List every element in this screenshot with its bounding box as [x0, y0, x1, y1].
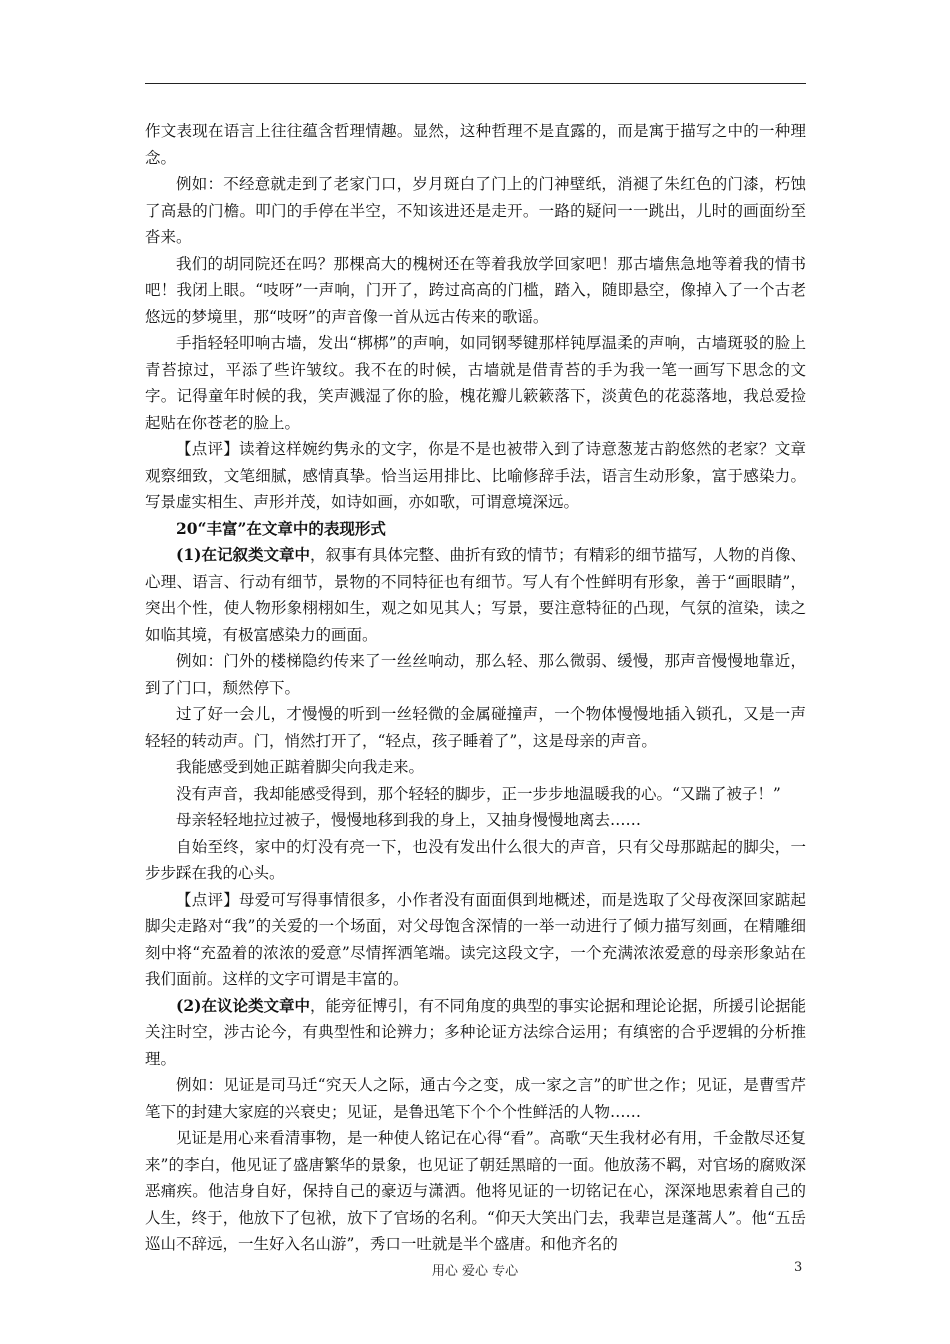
paragraph: 自始至终，家中的灯没有亮一下，也没有发出什么很大的声音，只有父母那踮起的脚尖，一步步踩在我的心头。 — [145, 837, 806, 882]
lead-text: ，能旁征博引，有不同角度的典型的事实论据和理论论据，所援引论据能关注时空，涉古论今，有典型性和论辨力；多种论证方法综合运用；有缜密的合乎逻辑的分析推理。 — [145, 996, 806, 1068]
paragraph: 例如：门外的楼梯隐约传来了一丝丝响动，那么轻、那么微弱、缓慢，那声音慢慢地靠近，到了门口，颓然停下。 — [145, 652, 806, 697]
comment-paragraph: 【点评】读着这样婉约隽永的文字，你是不是也被带入到了诗意葱茏古韵悠然的老家？文章观察细致，文笔细腻，感情真挚。恰当运用排比、比喻修辞手法，语言生动形象，富于感染力。写景虚实相生、声形并茂，如诗如画，亦如歌，可谓意境深远。 — [145, 440, 806, 511]
comment-paragraph: 【点评】母爱可写得事情很多，小作者没有面面俱到地概述，而是选取了父母夜深回家踮起脚尖走路对“我”的关爱的一个场面，对父母饱含深情的一举一动进行了倾力描写刻画，在精雕细刻中将“充盈着的浓浓的爱意”尽情挥洒笔端。读完这段文字，一个充满浓浓爱意的母亲形象站在我们面前。这样的文字可谓是丰富的。 — [145, 890, 806, 988]
lead-label: (1)在记叙类文章中 — [176, 545, 310, 564]
lead-text: ，叙事有具体完整、曲折有致的情节；有精彩的细节描写，人物的肖像、心理、语言、行动有细节，景物的不同特征也有细节。写人有个性鲜明有形象，善于“画眼睛”，突出个性，使人物形象栩栩如生，观之如见其人；写景，要注意特征的凸现，气氛的渲染，读之如临其境，有极富感染力的画面。 — [145, 546, 806, 644]
lead-label: (2)在议论类文章中 — [176, 995, 310, 1015]
paragraph: 我们的胡同院还在吗？那棵高大的槐树还在等着我放学回家吧！那古墙焦急地等着我的情书吧！我闭上眼。“吱呀”一声响，门开了，跨过高高的门槛，踏入，随即悬空，像掉入了一个古老悠远的梦境里，那“吱呀”的声音像一首从远古传来的歌谣。 — [145, 254, 806, 326]
section-heading: 20“丰富”在文章中的表现形式 — [176, 518, 386, 538]
paragraph: 母亲轻轻地拉过被子，慢慢地移到我的身上，又抽身慢慢地离去…… — [176, 811, 642, 829]
paragraph: 没有声音，我却能感受得到，那个轻轻的脚步，正一步步地温暖我的心。“又踹了被子！” — [176, 784, 781, 803]
paragraph: 过了好一会儿，才慢慢的听到一丝轻微的金属碰撞声，一个物体慢慢地插入锁孔，又是一声轻轻的转动声。门，悄然打开了，“轻点，孩子睡着了”，这是母亲的声音。 — [145, 705, 806, 750]
lead-paragraph — [145, 542, 806, 648]
paragraph: 我能感受到她正踮着脚尖向我走来。 — [176, 758, 425, 776]
page-number: 3 — [794, 1260, 803, 1275]
header-rule — [145, 83, 806, 84]
document-body — [145, 118, 806, 1258]
paragraph: 手指轻轻叩响古墙，发出“梆梆”的声响，如同钢琴键那样钝厚温柔的声响，古墙斑驳的脸上青苔掠过，平添了些许皱纹。我不在的时候，古墙就是借青苔的手为我一笔一画写下思念的文字。记得童年时候的我，笑声溅湿了你的脸，槐花瓣儿簌簌落下，淡黄色的花蕊落地，我总爱捡起贴在你苍老的脸上。 — [145, 334, 806, 432]
lead-paragraph — [145, 993, 806, 1073]
paragraph: 例如：不经意就走到了老家门口，岁月斑白了门上的门神壁纸，消褪了朱红色的门漆，朽蚀了高悬的门檐。叩门的手停在半空，不知该进还是走开。一路的疑问一一跳出，儿时的画面纷至沓来。 — [145, 175, 806, 246]
footer-motto: 用心 爱心 专心 — [431, 1264, 519, 1279]
paragraph: 作文表现在语言上往往蕴含哲理情趣。显然，这种哲理不是直露的，而是寓于描写之中的一种理念。 — [145, 122, 806, 167]
paragraph: 例如：见证是司马迁“究天人之际，通古今之变，成一家之言”的旷世之作；见证，是曹雪芹笔下的封建大家庭的兴衰史；见证，是鲁迅笔下个个个性鲜活的人物…… — [145, 1076, 806, 1121]
paragraph: 见证是用心来看清事物，是一种使人铭记在心得“看”。高歌“天生我材必有用，千金散尽还复来”的李白，他见证了盛唐繁华的景象，也见证了朝廷黑暗的一面。他放荡不羁，对官场的腐败深恶痛疾。他洁身自好，保持自己的豪迈与潇洒。他将见证的一切铭记在心，深深地思索着自己的人生，终于，他放下了包袱，放下了官场的名利。“仰天大笑出门去，我辈岂是蓬蒿人”。他“五岳巡山不辞远，一生好入名山游”，秀口一吐就是半个盛唐。和他齐名的 — [145, 1129, 806, 1253]
